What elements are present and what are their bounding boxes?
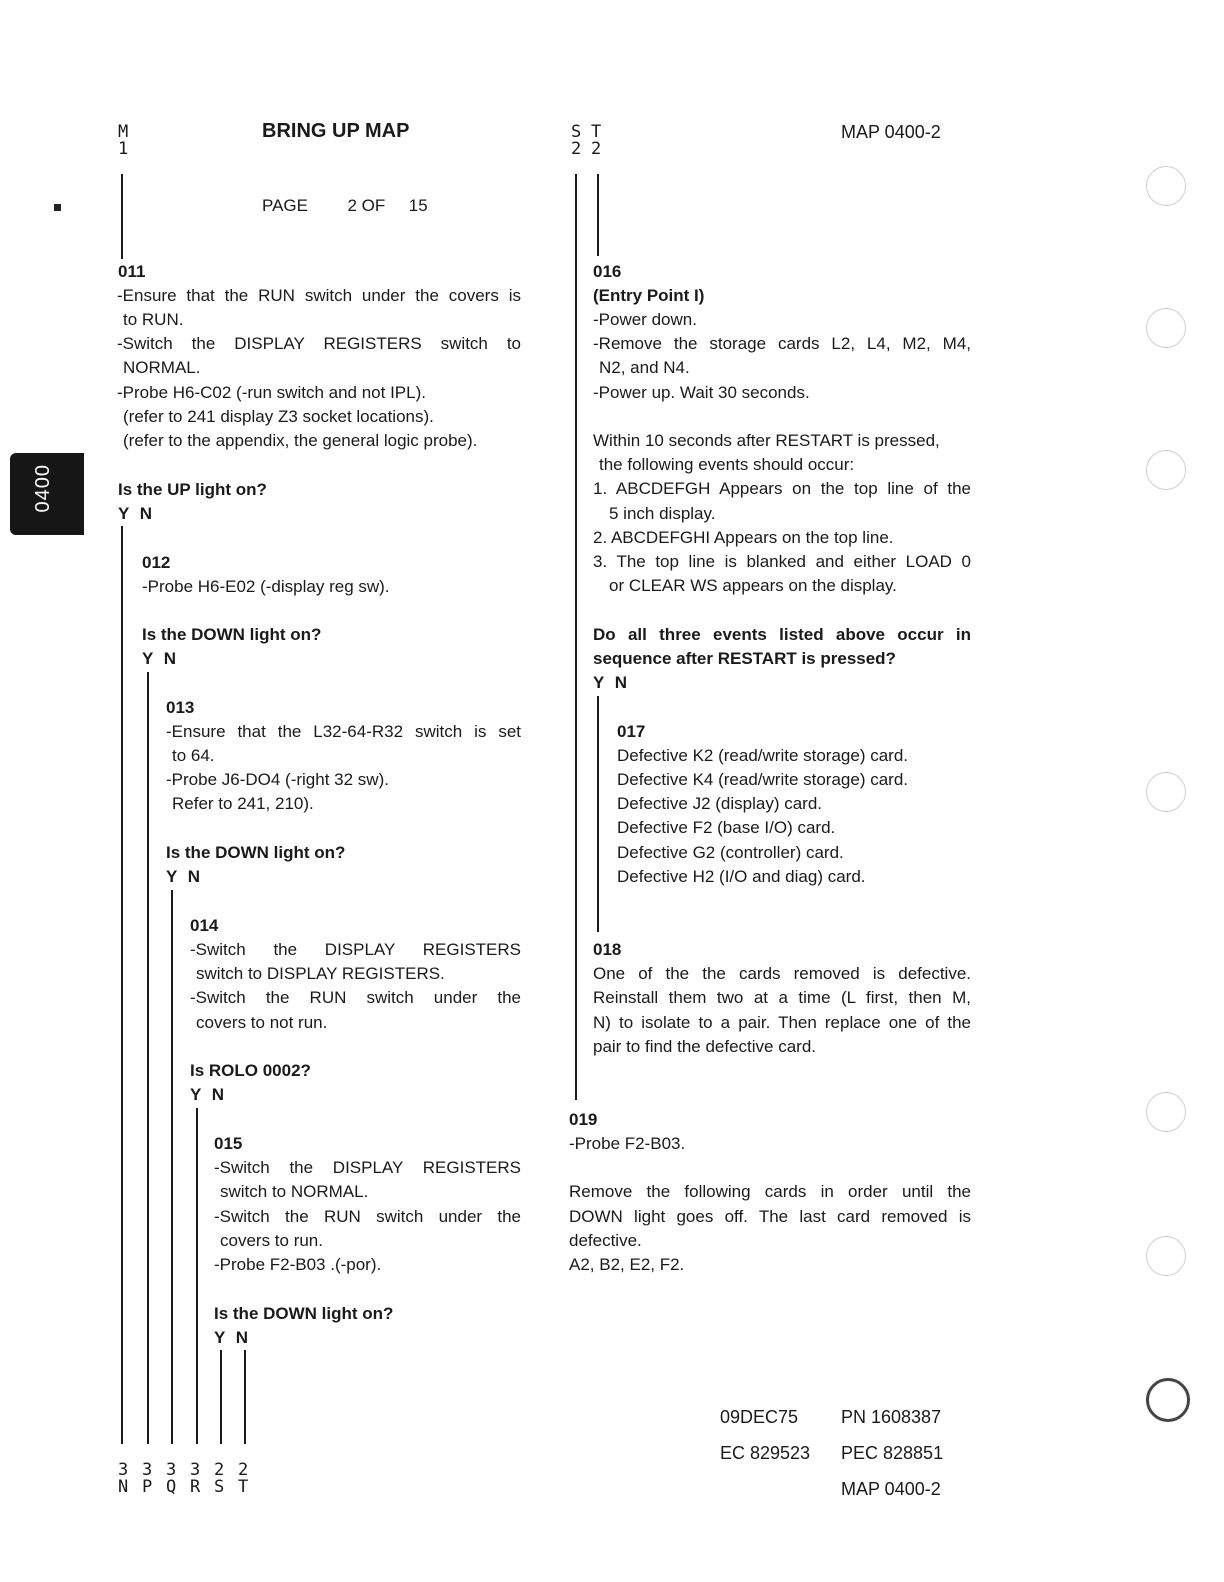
step-017-line: Defective F2 (base I/O) card. — [617, 818, 836, 837]
step-016-para: 5 inch display. — [609, 504, 716, 523]
page-indicator: PAGE 2 OF 15 — [262, 196, 428, 215]
step-011-line: NORMAL. — [123, 358, 201, 377]
connector-s2: S 2 — [571, 122, 582, 159]
step-016-para: Within 10 seconds after RESTART is pressed, — [593, 431, 940, 450]
flow-line-t2 — [597, 174, 599, 256]
step-017-line: Defective J2 (display) card. — [617, 794, 823, 813]
bullet-mark — [54, 204, 61, 211]
step-016-para: the following events should occur: — [599, 455, 855, 474]
step-013-line: -Probe J6-DO4 (-right 32 sw). — [166, 770, 389, 789]
binder-hole-icon — [1146, 166, 1186, 206]
step-016-line: N2, and N4. — [599, 358, 690, 377]
question-013: Is the DOWN light on? — [166, 843, 346, 862]
connector-2t: 2 T — [238, 1460, 249, 1497]
step-013-line: Refer to 241, 210). — [172, 794, 314, 813]
question-011: Is the UP light on? — [118, 480, 267, 499]
step-016-para: 3. The top line is blanked and either LOAD 0 — [593, 552, 971, 571]
step-017-line: Defective K4 (read/write storage) card. — [617, 770, 909, 789]
step-019-para: defective. — [569, 1231, 642, 1250]
flow-line-r — [196, 1108, 198, 1444]
step-012-line: -Probe H6-E02 (-display reg sw). — [142, 577, 390, 596]
step-011-line: (refer to the appendix, the general logic probe). — [123, 431, 478, 450]
binder-hole-icon — [1146, 772, 1186, 812]
connector-2s: 2 S — [214, 1460, 225, 1497]
binder-hole-icon — [1146, 308, 1186, 348]
step-number-018: 018 — [593, 940, 622, 959]
connector-m1: M 1 — [118, 122, 129, 159]
footer-pec: PEC 828851 — [841, 1443, 944, 1463]
step-016-line: -Power down. — [593, 310, 697, 329]
step-number-014: 014 — [190, 916, 219, 935]
step-017-line: Defective G2 (controller) card. — [617, 843, 844, 862]
flow-line-s2 — [575, 174, 577, 1100]
flow-line-q — [171, 890, 173, 1444]
step-011-line: -Switch the DISPLAY REGISTERS switch to — [117, 334, 521, 353]
step-013-line: -Ensure that the L32-64-R32 switch is set — [166, 722, 521, 741]
connector-3p: 3 P — [142, 1460, 153, 1497]
step-019-para: DOWN light goes off. The last card removed is — [569, 1207, 971, 1226]
question-012: Is the DOWN light on? — [142, 625, 322, 644]
yn-012: Y N — [142, 649, 177, 668]
yn-016: Y N — [593, 673, 628, 692]
step-014-line: -Switch the RUN switch under the — [190, 988, 521, 1007]
step-018-line: pair to find the defective card. — [593, 1037, 817, 1056]
footer-date: 09DEC75 — [720, 1407, 799, 1427]
step-015-line: covers to run. — [220, 1231, 323, 1250]
step-011-line: -Probe H6-C02 (-run switch and not IPL). — [117, 383, 426, 402]
footer-ec: EC 829523 — [720, 1443, 811, 1463]
map-id-header: MAP 0400-2 — [841, 122, 941, 142]
step-016-para: 1. ABCDEFGH Appears on the top line of the — [593, 479, 971, 498]
question-016: sequence after RESTART is pressed? — [593, 649, 896, 668]
step-014-line: -Switch the DISPLAY REGISTERS — [190, 940, 521, 959]
step-016-line: -Remove the storage cards L2, L4, M2, M4, — [593, 334, 971, 353]
step-015-line: -Switch the RUN switch under the — [214, 1207, 521, 1226]
step-011-line: -Ensure that the RUN switch under the covers is — [117, 286, 521, 305]
step-015-line: -Switch the DISPLAY REGISTERS — [214, 1158, 521, 1177]
yn-013: Y N — [166, 867, 201, 886]
flow-line-m1 — [121, 174, 123, 259]
step-014-line: switch to DISPLAY REGISTERS. — [196, 964, 445, 983]
step-018-line: N) to isolate to a pair. Then replace one of the — [593, 1013, 971, 1032]
connector-3n: 3 N — [118, 1460, 129, 1497]
section-tab: 0400 — [10, 453, 84, 535]
step-019-para: Remove the following cards in order until the — [569, 1182, 971, 1201]
step-014-line: covers to not run. — [196, 1013, 328, 1032]
step-019-line: -Probe F2-B03. — [569, 1134, 686, 1153]
step-016-para: or CLEAR WS appears on the display. — [609, 576, 897, 595]
yn-015: Y N — [214, 1328, 249, 1347]
step-017-line: Defective H2 (I/O and diag) card. — [617, 867, 866, 886]
question-016: Do all three events listed above occur in — [593, 625, 971, 644]
entry-point-label: (Entry Point I) — [593, 286, 705, 305]
question-015: Is the DOWN light on? — [214, 1304, 394, 1323]
step-017-line: Defective K2 (read/write storage) card. — [617, 746, 909, 765]
step-016-para: 2. ABCDEFGHI Appears on the top line. — [593, 528, 894, 547]
question-014: Is ROLO 0002? — [190, 1061, 311, 1080]
connector-3r: 3 R — [190, 1460, 201, 1497]
binder-hole-icon — [1146, 1236, 1186, 1276]
connector-3q: 3 Q — [166, 1460, 177, 1497]
step-number-013: 013 — [166, 698, 195, 717]
step-number-015: 015 — [214, 1134, 243, 1153]
footer-map-id: MAP 0400-2 — [841, 1479, 941, 1499]
step-015-line: -Probe F2-B03 .(-por). — [214, 1255, 382, 1274]
step-013-line: to 64. — [172, 746, 215, 765]
step-number-019: 019 — [569, 1110, 598, 1129]
binder-hole-icon — [1146, 1092, 1186, 1132]
step-011-line: (refer to 241 display Z3 socket locations). — [123, 407, 434, 426]
connector-t2: T 2 — [591, 122, 602, 159]
flow-line-n — [121, 526, 123, 1444]
yn-014: Y N — [190, 1085, 225, 1104]
flow-line-s — [220, 1350, 222, 1444]
flow-line-p — [147, 672, 149, 1444]
step-number-016: 016 — [593, 262, 622, 281]
step-018-line: One of the the cards removed is defective. — [593, 964, 971, 983]
step-number-012: 012 — [142, 553, 171, 572]
step-018-line: Reinstall them two at a time (L first, then M, — [593, 988, 971, 1007]
footer-pn: PN 1608387 — [841, 1407, 942, 1427]
step-number-011: 011 — [118, 262, 146, 281]
binder-hole-icon — [1146, 1378, 1190, 1422]
flow-line-t — [244, 1350, 246, 1444]
page-title: BRING UP MAP — [262, 120, 410, 142]
flow-line-y-016 — [597, 696, 599, 932]
yn-011: Y N — [118, 504, 153, 523]
step-015-line: switch to NORMAL. — [220, 1182, 369, 1201]
step-019-para: A2, B2, E2, F2. — [569, 1255, 685, 1274]
step-016-line: -Power up. Wait 30 seconds. — [593, 383, 810, 402]
step-number-017: 017 — [617, 722, 646, 741]
binder-hole-icon — [1146, 450, 1186, 490]
step-011-line: to RUN. — [123, 310, 184, 329]
